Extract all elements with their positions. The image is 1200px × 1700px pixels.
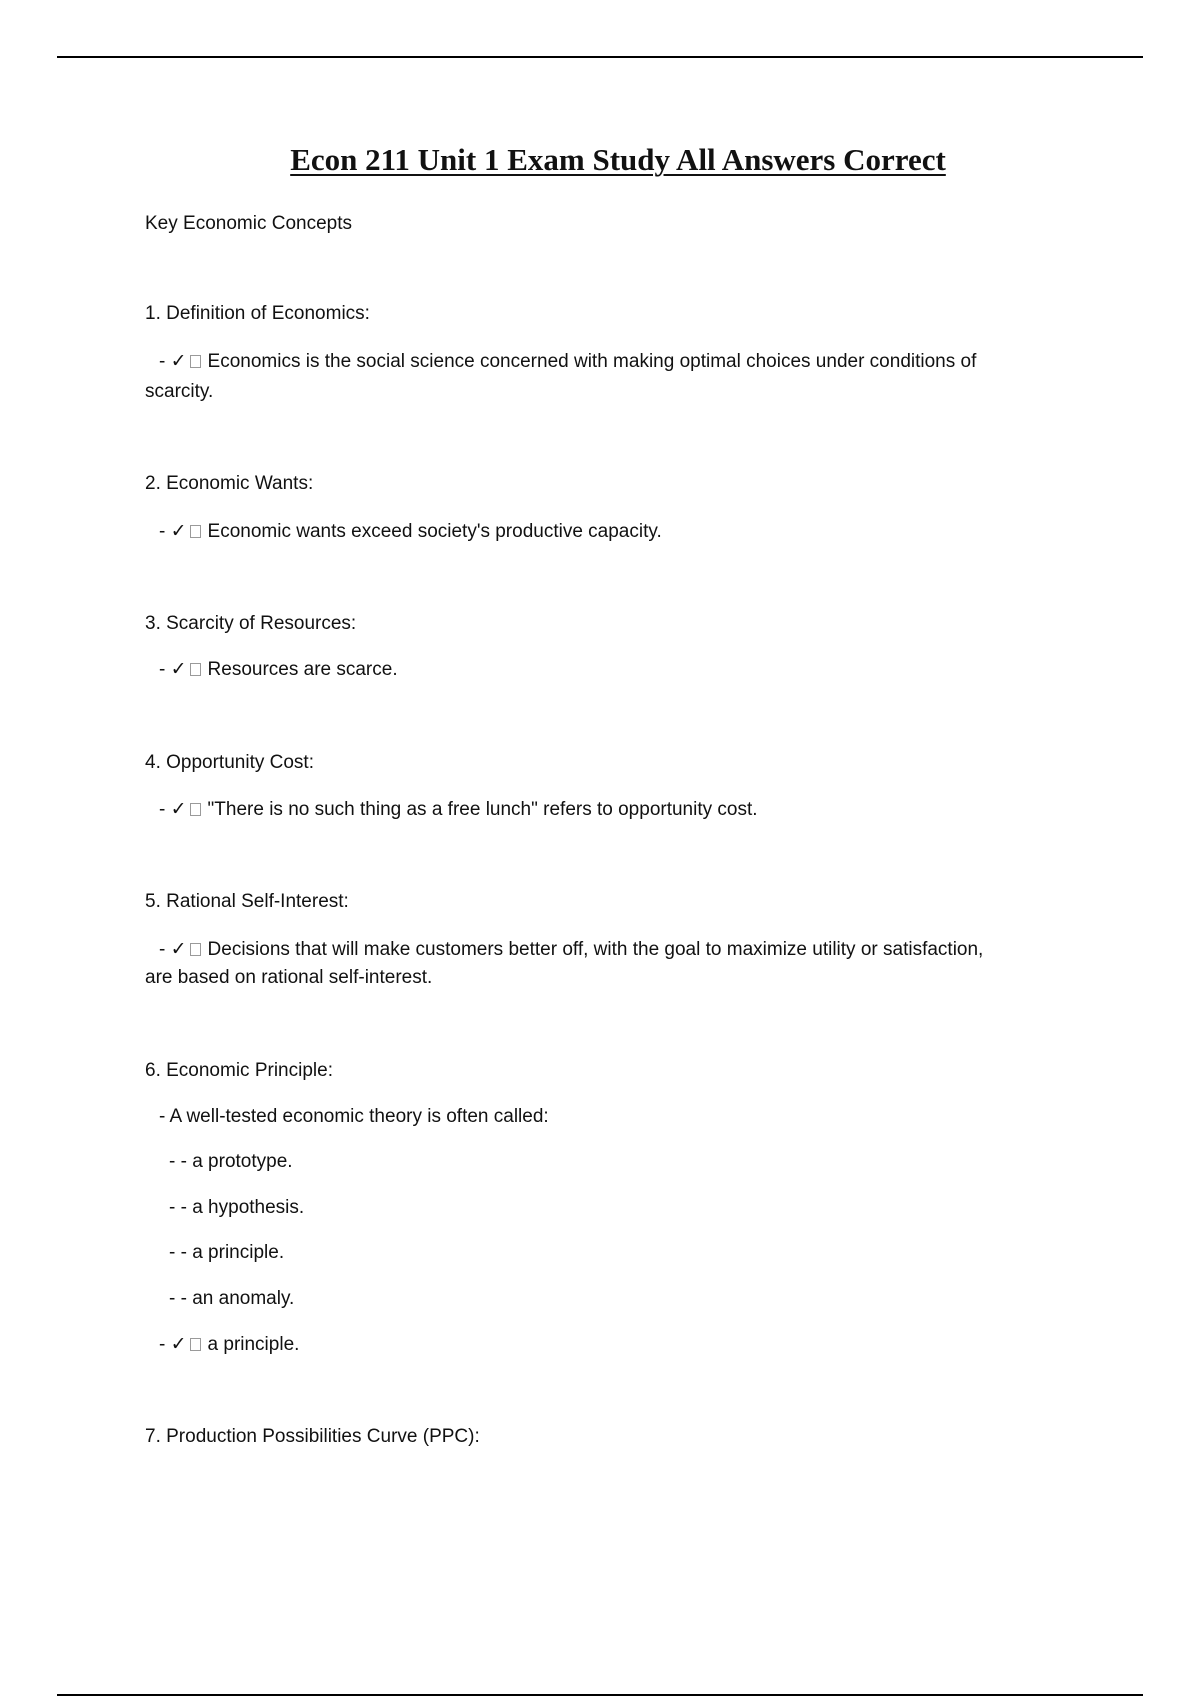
checkbox-icon [190, 803, 201, 816]
question-6-option: - - a hypothesis. [169, 1197, 305, 1218]
answer-dash: - [159, 521, 171, 542]
question-6-option: - - a prototype. [169, 1151, 293, 1172]
question-1-answer-continued: scarcity. [145, 381, 214, 402]
question-3-answer [159, 656, 398, 684]
check-icon: ✓ [170, 1334, 187, 1355]
question-4-heading: 4. Opportunity Cost: [145, 752, 314, 773]
answer-text: a principle. [207, 1334, 300, 1355]
checkbox-icon [190, 355, 201, 368]
check-icon: ✓ [170, 521, 187, 542]
question-5-answer [159, 936, 983, 964]
question-6-prompt: - A well-tested economic theory is often called: [159, 1106, 549, 1127]
question-1-answer [159, 348, 976, 376]
question-6-heading: 6. Economic Principle: [145, 1060, 333, 1081]
answer-text: "There is no such thing as a free lunch" refers to opportunity cost. [207, 799, 758, 820]
check-icon: ✓ [170, 659, 187, 680]
question-2-answer [159, 518, 662, 546]
question-2-heading: 2. Economic Wants: [145, 473, 314, 494]
check-icon: ✓ [170, 799, 187, 820]
question-4-answer [159, 796, 758, 824]
answer-text: Decisions that will make customers better off, with the goal to maximize utility or satisfaction, [207, 939, 984, 960]
answer-text: Economics is the social science concerned with making optimal choices under conditions of [207, 351, 977, 372]
answer-dash: - [159, 939, 171, 960]
header-rule [57, 56, 1143, 58]
answer-dash: - [159, 1334, 171, 1355]
answer-dash: - [159, 799, 171, 820]
answer-text: Economic wants exceed society's productive capacity. [207, 521, 662, 542]
section-subtitle: Key Economic Concepts [145, 213, 352, 234]
question-5-heading: 5. Rational Self-Interest: [145, 891, 349, 912]
answer-dash: - [159, 351, 171, 372]
question-7-heading: 7. Production Possibilities Curve (PPC): [145, 1426, 480, 1447]
checkbox-icon [190, 1338, 201, 1351]
question-6-answer [159, 1331, 299, 1359]
document-title: Econ 211 Unit 1 Exam Study All Answers Correct [290, 142, 946, 177]
answer-dash: - [159, 659, 171, 680]
footer-rule [57, 1694, 1143, 1696]
checkbox-icon [190, 943, 201, 956]
question-5-answer-continued: are based on rational self-interest. [145, 967, 433, 988]
answer-text: Resources are scarce. [207, 659, 398, 680]
checkbox-icon [190, 663, 201, 676]
question-3-heading: 3. Scarcity of Resources: [145, 613, 357, 634]
question-6-option: - - a principle. [169, 1242, 285, 1263]
check-icon: ✓ [170, 939, 187, 960]
question-6-option: - - an anomaly. [169, 1288, 295, 1309]
question-1-heading: 1. Definition of Economics: [145, 303, 370, 324]
check-icon: ✓ [170, 351, 187, 372]
checkbox-icon [190, 525, 201, 538]
